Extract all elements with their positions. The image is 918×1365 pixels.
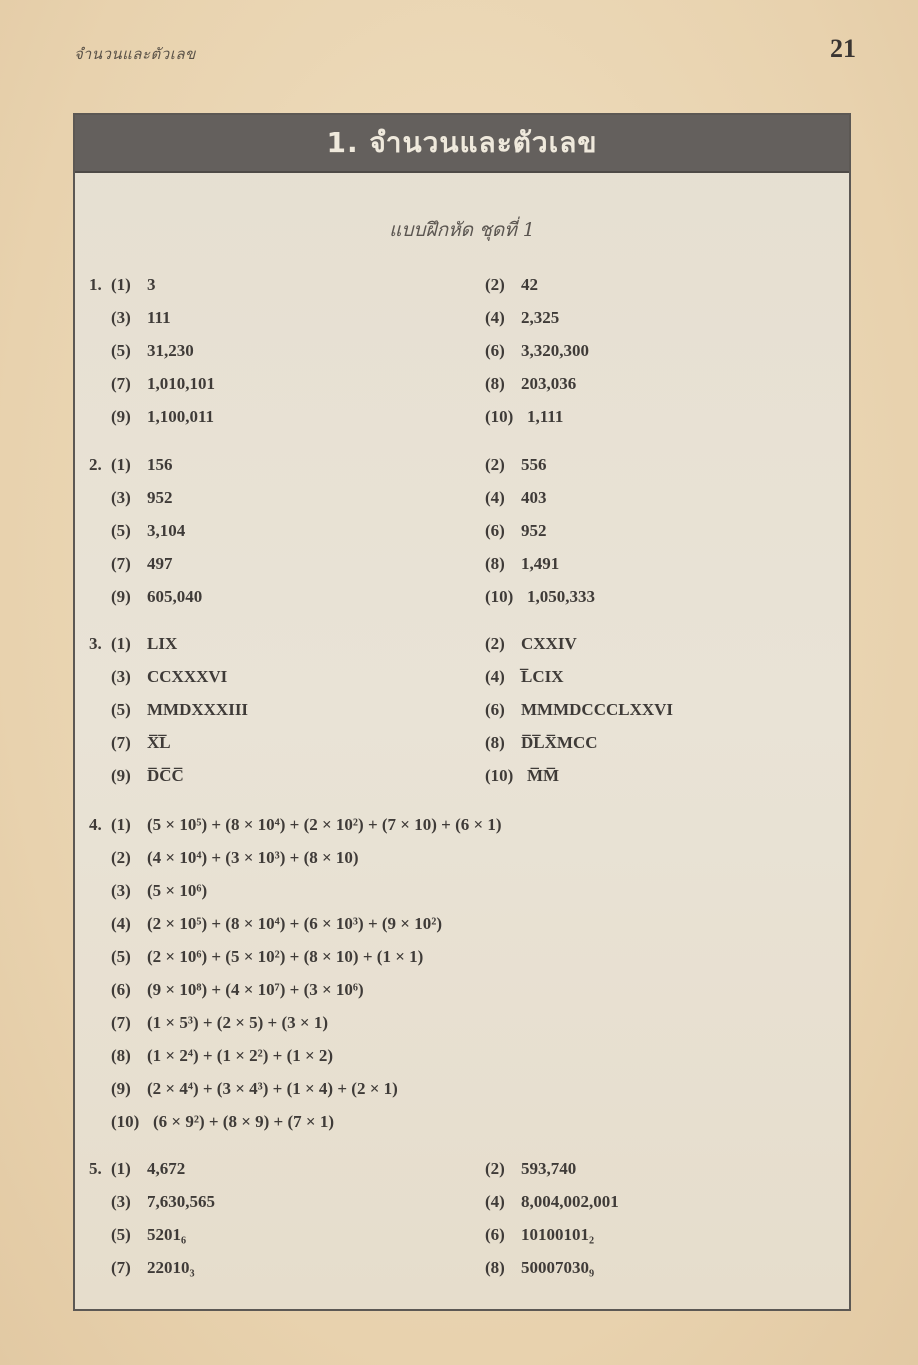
answer-item: (4) L̅CIX bbox=[485, 667, 564, 686]
answer-row bbox=[89, 308, 849, 341]
question-number: 1. bbox=[89, 275, 102, 294]
answer-item: (6) MMMDCCCLXXVI bbox=[485, 700, 674, 719]
answer-row bbox=[89, 733, 849, 766]
answer-row bbox=[89, 634, 849, 667]
answer-row bbox=[89, 1112, 849, 1145]
answer-item: (8) 1,491 bbox=[485, 554, 560, 573]
question-5 bbox=[89, 1159, 849, 1291]
answer-row bbox=[89, 1046, 849, 1079]
answer-row bbox=[89, 815, 849, 848]
question-2 bbox=[89, 455, 849, 620]
answer-row bbox=[89, 700, 849, 733]
answer-item: (7) 1,010,101 bbox=[111, 374, 215, 393]
answer-item: (2) 556 bbox=[485, 455, 547, 474]
running-head: จำนวนและตัวเลข bbox=[74, 45, 196, 63]
answer-row bbox=[89, 275, 849, 308]
answer-item: (7) 497 bbox=[111, 554, 173, 573]
answer-item: (5) 5201₆ bbox=[111, 1225, 187, 1244]
answer-item: (4) (2 × 10⁵) + (8 × 10⁴) + (6 × 10³) + (9 × 10²) bbox=[111, 914, 442, 933]
answer-item: (2) (4 × 10⁴) + (3 × 10³) + (8 × 10) bbox=[111, 848, 359, 867]
answer-item: (10) M̅M̅ bbox=[485, 766, 560, 785]
answer-item: (7) X̅L̅ bbox=[111, 733, 171, 752]
answer-row bbox=[89, 554, 849, 587]
answer-item: (6) 952 bbox=[485, 521, 547, 540]
answer-row bbox=[89, 947, 849, 980]
answer-row bbox=[89, 881, 849, 914]
answer-item: (3) CCXXXVI bbox=[111, 667, 228, 686]
answer-item: (10) 1,111 bbox=[485, 407, 564, 426]
answer-item: (4) 2,325 bbox=[485, 308, 560, 327]
answer-item: (1) 156 bbox=[111, 455, 173, 474]
chapter-title: 1. จำนวนและตัวเลข bbox=[326, 126, 598, 159]
answer-row bbox=[89, 848, 849, 881]
answer-item: (1) 4,672 bbox=[111, 1159, 186, 1178]
answer-row bbox=[89, 766, 849, 799]
page-number: 21 bbox=[830, 34, 856, 63]
answer-box bbox=[73, 113, 851, 1311]
answer-item: (8) 203,036 bbox=[485, 374, 577, 393]
answer-item: (2) CXXIV bbox=[485, 634, 577, 653]
answer-row bbox=[89, 587, 849, 620]
answer-item: (5) 3,104 bbox=[111, 521, 186, 540]
question-4 bbox=[89, 815, 849, 1145]
answer-item: (6) 3,320,300 bbox=[485, 341, 589, 360]
answer-item: (7) 22010₃ bbox=[111, 1258, 195, 1277]
answer-item: (6) (9 × 10⁸) + (4 × 10⁷) + (3 × 10⁶) bbox=[111, 980, 364, 999]
question-number: 4. bbox=[89, 815, 102, 834]
answer-item: (9) D̅C̅C̅ bbox=[111, 766, 184, 785]
answer-item: (8) (1 × 2⁴) + (1 × 2²) + (1 × 2) bbox=[111, 1046, 334, 1065]
answer-item: (1) 3 bbox=[111, 275, 156, 294]
answer-item: (8) 50007030₉ bbox=[485, 1258, 595, 1277]
answer-item: (7) (1 × 5³) + (2 × 5) + (3 × 1) bbox=[111, 1013, 328, 1032]
answer-item: (1) LIX bbox=[111, 634, 178, 653]
answer-row bbox=[89, 980, 849, 1013]
answer-item: (8) D̅L̅X̅MCC bbox=[485, 733, 598, 752]
answer-item: (10) 1,050,333 bbox=[485, 587, 595, 606]
question-number: 5. bbox=[89, 1159, 102, 1178]
answer-item: (3) 111 bbox=[111, 308, 171, 327]
answer-row bbox=[89, 341, 849, 374]
answer-item: (2) 593,740 bbox=[485, 1159, 577, 1178]
answer-item: (4) 8,004,002,001 bbox=[485, 1192, 619, 1211]
answer-item: (2) 42 bbox=[485, 275, 538, 294]
answer-row bbox=[89, 1225, 849, 1258]
answer-item: (1) (5 × 10⁵) + (8 × 10⁴) + (2 × 10²) + (7 × 10) + (6 × 1) bbox=[111, 815, 502, 834]
answer-item: (3) 952 bbox=[111, 488, 173, 507]
answer-row bbox=[89, 1079, 849, 1112]
answer-row bbox=[89, 407, 849, 440]
answer-item: (9) 1,100,011 bbox=[111, 407, 215, 426]
answer-item: (3) (5 × 10⁶) bbox=[111, 881, 208, 900]
answer-row bbox=[89, 521, 849, 554]
answer-row bbox=[89, 374, 849, 407]
answer-row bbox=[89, 1192, 849, 1225]
answer-row bbox=[89, 455, 849, 488]
question-number: 3. bbox=[89, 634, 102, 653]
answer-row bbox=[89, 1159, 849, 1192]
answer-row bbox=[89, 488, 849, 521]
answer-item: (10) (6 × 9²) + (8 × 9) + (7 × 1) bbox=[111, 1112, 334, 1131]
answer-row bbox=[89, 667, 849, 700]
answer-item: (5) MMDXXXIII bbox=[111, 700, 249, 719]
answer-row bbox=[89, 1258, 849, 1291]
answer-item: (5) 31,230 bbox=[111, 341, 194, 360]
answer-row bbox=[89, 1013, 849, 1046]
chapter-header-band bbox=[75, 115, 849, 173]
question-1 bbox=[89, 275, 849, 440]
answer-item: (4) 403 bbox=[485, 488, 547, 507]
answer-item: (3) 7,630,565 bbox=[111, 1192, 215, 1211]
answer-item: (5) (2 × 10⁶) + (5 × 10²) + (8 × 10) + (1 × 1) bbox=[111, 947, 424, 966]
question-number: 2. bbox=[89, 455, 102, 474]
answer-item: (9) 605,040 bbox=[111, 587, 203, 606]
exercise-subtitle: แบบฝึกหัด ชุดที่ 1 bbox=[389, 219, 535, 241]
question-3 bbox=[89, 634, 849, 799]
answer-item: (6) 10100101₂ bbox=[485, 1225, 595, 1244]
answer-row bbox=[89, 914, 849, 947]
answer-item: (9) (2 × 4⁴) + (3 × 4³) + (1 × 4) + (2 × 1) bbox=[111, 1079, 398, 1098]
